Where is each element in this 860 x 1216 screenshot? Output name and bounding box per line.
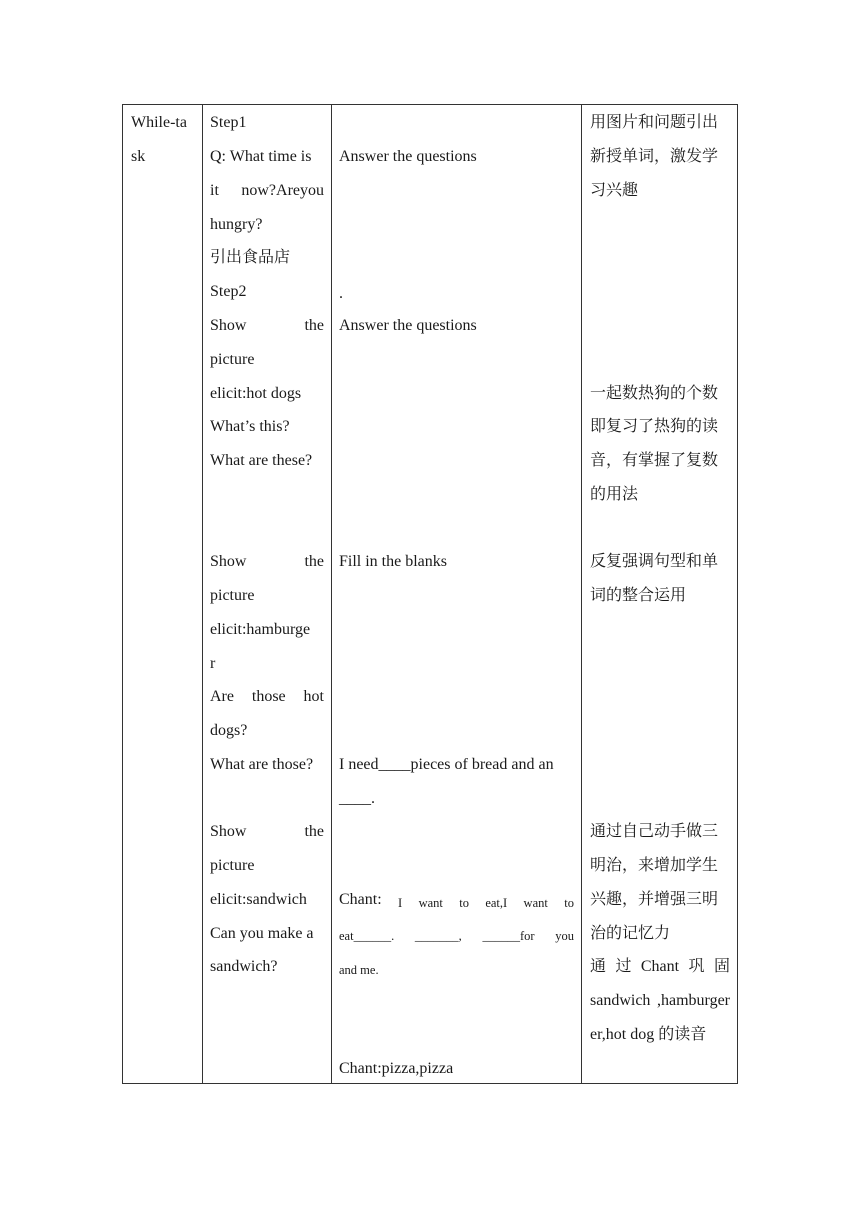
fill-blank-text: I need____pieces of bread and an [339, 756, 554, 773]
chant-text: and me. [339, 963, 379, 977]
purpose-text: 用图片和问题引出 [590, 114, 719, 131]
word: Chant [640, 958, 680, 975]
word: want [418, 896, 443, 910]
word: ger [709, 992, 730, 1009]
word: 固 [713, 958, 730, 975]
purpose-text: 词的整合运用 [590, 587, 687, 604]
purpose-text: 新授单词，激发学 [590, 148, 719, 165]
purpose-text [590, 957, 730, 977]
activity-text: picture [210, 587, 255, 604]
word: _______, [414, 929, 462, 943]
word: sandwich [590, 992, 651, 1009]
question-text: What are these? [210, 452, 313, 469]
word: want [523, 896, 548, 910]
purpose-text: 反复强调句型和单 [590, 553, 719, 570]
activity-text: elicit:hot dogs [210, 385, 302, 402]
activity-text: elicit:sandwich [210, 891, 307, 908]
chant-text [339, 926, 574, 946]
word: to [564, 896, 574, 910]
word: Show [210, 823, 247, 840]
stage-label: sk [131, 148, 146, 165]
chant-text: Chant:pizza,pizza [339, 1060, 454, 1077]
activity-text: . [339, 285, 343, 302]
activity-text: Fill in the blanks [339, 553, 447, 570]
purpose-text: 兴趣，并增强三明 [590, 891, 719, 908]
word: Show [210, 317, 247, 334]
word: eat,I [485, 896, 508, 910]
word: Show [210, 553, 247, 570]
step-label: Step1 [210, 114, 247, 131]
word: Are [210, 688, 234, 705]
purpose-text: 即复习了热狗的读 [590, 418, 719, 435]
question-text: Q: What time is [210, 148, 312, 165]
chant-text [339, 890, 574, 913]
word: 过 [615, 958, 632, 975]
activity-text: Answer the questions [339, 317, 477, 334]
purpose-text: 的用法 [590, 486, 639, 503]
question-text: sandwich? [210, 958, 278, 975]
design-purpose-cell [582, 105, 738, 1083]
activity-text: elicit:hamburge [210, 621, 311, 638]
word: those [251, 688, 286, 705]
stage-label: While-ta [131, 114, 187, 131]
activity-text [210, 316, 324, 336]
stage-cell [123, 105, 202, 1083]
purpose-text: 习兴趣 [590, 182, 639, 199]
word: to [459, 896, 469, 910]
question-text: dogs? [210, 722, 248, 739]
activity-text [210, 552, 324, 572]
question-text: hungry? [210, 216, 263, 233]
word: it [210, 182, 219, 199]
word: the [304, 553, 324, 570]
activity-text: 引出食品店 [210, 249, 291, 266]
question-text [210, 181, 324, 201]
fill-blank-text: ____. [339, 790, 375, 807]
purpose-text: 一起数热狗的个数 [590, 385, 719, 402]
question-text: What’s this? [210, 418, 290, 435]
activity-text [210, 822, 324, 842]
purpose-text: 通过自己动手做三 [590, 823, 719, 840]
word: now?Areyou [241, 182, 324, 199]
teacher-activity-cell [203, 105, 331, 1083]
word: you [555, 929, 574, 943]
purpose-text: 明治，来增加学生 [590, 857, 719, 874]
activity-text: picture [210, 351, 255, 368]
activity-text: picture [210, 857, 255, 874]
step-label: Step2 [210, 283, 247, 300]
word: hot [303, 688, 324, 705]
lesson-plan-table [122, 104, 738, 1084]
word: I [398, 896, 403, 910]
word: eat______. [339, 929, 395, 943]
chant-label: Chant: [339, 891, 382, 908]
activity-text: Answer the questions [339, 148, 477, 165]
student-activity-cell [332, 105, 581, 1083]
word: the [304, 317, 324, 334]
question-text [210, 687, 324, 707]
word: the [304, 823, 324, 840]
purpose-text [590, 991, 730, 1011]
question-text: Can you make a [210, 925, 314, 942]
activity-text: r [210, 655, 216, 672]
purpose-text: 治的记忆力 [590, 925, 671, 942]
purpose-text: 音，有掌握了复数 [590, 452, 719, 469]
question-text: What are those? [210, 756, 314, 773]
word: ______for [482, 929, 535, 943]
purpose-text: er,hot dog 的读音 [590, 1026, 707, 1043]
word: 巩 [688, 958, 705, 975]
word: ,hambur [656, 992, 710, 1009]
word: 通 [590, 958, 607, 975]
